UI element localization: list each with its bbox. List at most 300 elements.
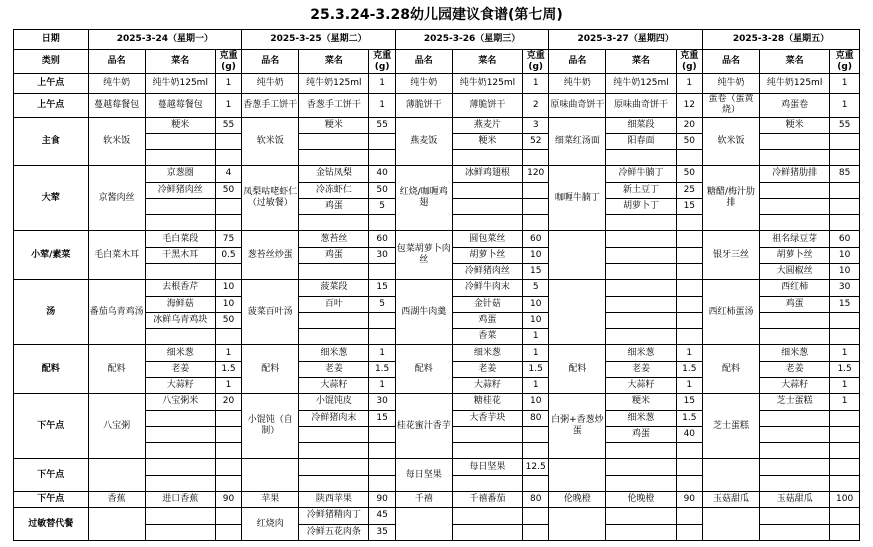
page-title: 25.3.24-3.28幼儿园建议食谱(第七周) [310,7,563,23]
day-header: 2025-3-28（星期五） [702,30,859,50]
ingredient-name: 进口香蕉 [145,491,215,507]
ingredient-name [606,215,676,231]
ingredient-name [452,426,522,442]
ingredient-weight: 20 [215,394,241,410]
column-header-row [14,50,860,73]
ingredient-weight: 100 [830,491,860,507]
ingredient-name [145,264,215,280]
dish-name: 配料 [242,345,299,394]
ingredient-name [299,459,369,475]
ingredient-weight [215,133,241,149]
dish-name: 红烧肉 [242,508,299,541]
ingredient-weight: 12 [676,94,702,117]
dish-name: 苹果 [242,491,299,507]
ingredient-name: 祖名绿豆芽 [760,231,830,247]
table-row [14,345,860,361]
dish-name: 纯牛奶 [88,73,145,93]
ingredient-name: 每日坚果 [452,459,522,475]
ingredient-name: 陕西苹果 [299,491,369,507]
ingredient-name: 鸡蛋 [452,312,522,328]
ingredient-weight [369,312,395,328]
ingredient-name: 细米葱 [452,345,522,361]
ingredient-name: 芝士蛋糕 [760,394,830,410]
ingredient-weight: 0.5 [215,247,241,263]
ingredient-name: 西红柿 [760,280,830,296]
meal-label: 下午点 [14,491,89,507]
ingredient-name [299,150,369,166]
ingredient-weight: 10 [523,247,549,263]
ingredient-name: 葱苔丝 [299,231,369,247]
ingredient-weight: 1 [523,329,549,345]
ingredient-name: 鸡蛋卷 [760,94,830,117]
ingredient-weight: 3 [523,117,549,133]
ingredient-weight [676,231,702,247]
ingredient-weight: 120 [523,166,549,182]
dish-name [242,459,299,492]
ingredient-name: 细菜段 [606,117,676,133]
dish-name: 配料 [88,345,145,394]
ingredient-name: 冷冻虾仁 [299,182,369,198]
ingredient-name: 胡萝卜丝 [760,247,830,263]
dish-name [549,280,606,345]
dish-name [549,508,606,541]
ingredient-weight [676,215,702,231]
ingredient-weight: 1 [676,345,702,361]
ingredient-weight: 1.5 [676,361,702,377]
ingredient-name: 鸡蛋 [299,198,369,214]
dish-name: 配料 [702,345,759,394]
ingredient-name: 细米葱 [299,345,369,361]
ingredient-name [606,443,676,459]
table-row [14,117,860,133]
ingredient-name [452,475,522,491]
ingredient-weight: 1 [676,378,702,394]
ingredient-weight: 1 [369,73,395,93]
dish-name: 纯牛奶 [242,73,299,93]
dish-name: 银牙三丝 [702,231,759,280]
ingredient-name [606,459,676,475]
day-header: 2025-3-25（星期二） [242,30,396,50]
ingredient-weight [676,524,702,540]
ingredient-name: 千禧番茄 [452,491,522,507]
ingredient-weight: 55 [830,117,860,133]
ingredient-weight [523,443,549,459]
dish-name: 香葱手工饼干 [242,94,299,117]
ingredient-name: 细米葱 [145,345,215,361]
ingredient-name [606,329,676,345]
ingredient-name: 大蒜籽 [145,378,215,394]
ingredient-name [760,312,830,328]
ingredient-name [299,475,369,491]
ingredient-name: 伦晚橙 [606,491,676,507]
dish-name: 纯牛奶 [549,73,606,93]
dish-name: 软米饭 [242,117,299,166]
ingredient-name: 冷鲜五花肉条 [299,524,369,540]
ingredient-weight [676,280,702,296]
ingredient-name: 冷鲜猪肋排 [760,166,830,182]
dish-name: 红烧/咖喱鸡翅 [395,166,452,231]
ingredient-weight: 1 [215,94,241,117]
ingredient-weight: 40 [676,426,702,442]
category-label: 类别 [14,50,89,73]
ingredient-name: 冷鲜牛肉末 [452,280,522,296]
ingredient-name [299,264,369,280]
ingredient-name [452,524,522,540]
ingredient-weight: 10 [215,296,241,312]
ingredient-name: 大蒜籽 [452,378,522,394]
dish-name: 软米饭 [88,117,145,166]
ingredient-name: 粳米 [452,133,522,149]
ingredient-name: 纯牛奶125ml [452,73,522,93]
ingredient-name [606,312,676,328]
ingredient-weight: 1 [369,94,395,117]
dish-name [702,508,759,541]
ingredient-name [299,426,369,442]
ingredient-weight: 85 [830,166,860,182]
ingredient-name [145,426,215,442]
ingredient-name: 鸡蛋 [299,247,369,263]
ingredient-weight: 5 [369,198,395,214]
dish-header: 品名 [702,50,759,73]
ingredient-weight: 1 [830,73,860,93]
weight-header: 克重(g) [523,50,549,73]
ingredient-name [145,133,215,149]
ingredient-weight [676,459,702,475]
ingredient-weight: 75 [215,231,241,247]
ingredient-name: 新土豆丁 [606,182,676,198]
dish-name: 菠菜百叶汤 [242,280,299,345]
ingredient-weight [369,475,395,491]
ingredient-name: 八宝粥米 [145,394,215,410]
dish-name: 咖喱牛腩丁 [549,166,606,231]
ingredient-weight: 15 [369,410,395,426]
ingredient-weight [676,296,702,312]
dish-name: 千禧 [395,491,452,507]
ingredient-weight [830,426,860,442]
ingredient-weight: 90 [369,491,395,507]
dish-name: 细菜红汤面 [549,117,606,166]
table-row [14,231,860,247]
table-row [14,491,860,507]
ingredient-weight: 50 [215,312,241,328]
ingredient-weight [215,524,241,540]
ingredient-weight [830,215,860,231]
ingredient-name: 百叶 [299,296,369,312]
meal-label: 主食 [14,117,89,166]
dish-name: 软米饭 [702,117,759,166]
ingredient-name: 冰鲜鸡翅根 [452,166,522,182]
ingredient-weight: 5 [523,280,549,296]
ingredient-name [606,508,676,524]
ingredient-name [452,508,522,524]
dish-name: 配料 [549,345,606,394]
ingredient-weight: 10 [523,394,549,410]
ingredient-name: 干黑木耳 [145,247,215,263]
ingredient-name: 香葱手工饼干 [299,94,369,117]
table-row [14,280,860,296]
ingredient-name [760,133,830,149]
ingredient-name [299,443,369,459]
ingredient-weight: 10 [830,247,860,263]
ingredient-weight: 1.5 [523,361,549,377]
ingredient-name [606,475,676,491]
ingredient-weight: 1 [830,378,860,394]
ingredient-name [145,443,215,459]
ingredient-weight [830,182,860,198]
dish-name: 白粥+香葱炒蛋 [549,394,606,459]
ingredient-name: 纯牛奶125ml [606,73,676,93]
dish-name: 小馄饨（自制） [242,394,299,459]
ingredient-name: 粳米 [145,117,215,133]
ingredient-weight: 1 [676,73,702,93]
dish-name: 西红柿蛋汤 [702,280,759,345]
ingredient-name [760,459,830,475]
ingredient-weight [369,459,395,475]
ingredient-weight: 90 [676,491,702,507]
ingredient-weight [215,426,241,442]
ingredient-name: 原味曲奇饼干 [606,94,676,117]
ingredient-name: 纯牛奶125ml [145,73,215,93]
ingredient-name: 毛白菜段 [145,231,215,247]
ingredient-name: 老姜 [606,361,676,377]
ingredient-name: 冷鲜牛腩丁 [606,166,676,182]
ingredient-weight: 1 [215,378,241,394]
dish-name: 配料 [395,345,452,394]
date-label: 日期 [14,30,89,50]
ingredient-weight [523,426,549,442]
table-row [14,394,860,410]
ingredient-weight: 20 [676,117,702,133]
ingredient-name [452,182,522,198]
ingredient-name [452,150,522,166]
ingredient-name: 胡萝卜丝 [452,247,522,263]
ingredient-name [606,264,676,280]
ingredient-name: 圆包菜丝 [452,231,522,247]
ingredient-weight: 80 [523,491,549,507]
ingredient-name [145,475,215,491]
ingredient-weight: 50 [676,166,702,182]
meal-label: 下午点 [14,459,89,492]
ingredient-name [145,508,215,524]
ingredient-name [606,296,676,312]
ingredient-header: 菜名 [760,50,830,73]
ingredient-weight: 15 [830,296,860,312]
dish-name: 京酱肉丝 [88,166,145,231]
ingredient-weight [830,443,860,459]
ingredient-weight [830,475,860,491]
ingredient-weight: 50 [676,133,702,149]
ingredient-name [760,426,830,442]
dish-name [549,459,606,492]
table-row [14,459,860,475]
ingredient-weight [676,312,702,328]
ingredient-weight [676,443,702,459]
meal-label: 下午点 [14,394,89,459]
ingredient-name [760,443,830,459]
ingredient-weight [676,508,702,524]
ingredient-name: 冷鲜猪精肉丁 [299,508,369,524]
ingredient-name [145,459,215,475]
ingredient-weight [523,508,549,524]
ingredient-weight [369,426,395,442]
meal-label: 汤 [14,280,89,345]
ingredient-weight: 5 [369,296,395,312]
ingredient-weight [369,443,395,459]
ingredient-name: 细米葱 [760,345,830,361]
dish-name: 葱苔丝炒蛋 [242,231,299,280]
ingredient-weight [369,150,395,166]
ingredient-name: 大蒜籽 [606,378,676,394]
ingredient-weight [830,312,860,328]
ingredient-weight [676,150,702,166]
ingredient-weight [830,410,860,426]
day-header: 2025-3-24（星期一） [88,30,242,50]
ingredient-name: 香菜 [452,329,522,345]
ingredient-weight [523,215,549,231]
dish-name: 燕麦饭 [395,117,452,166]
ingredient-name [145,410,215,426]
dish-header: 品名 [549,50,606,73]
ingredient-name: 冷鲜猪肉末 [299,410,369,426]
ingredient-weight: 1.5 [830,361,860,377]
ingredient-name [299,133,369,149]
ingredient-weight [676,475,702,491]
dish-name: 香蕉 [88,491,145,507]
dish-name: 番茄乌青鸡汤 [88,280,145,345]
ingredient-weight [830,198,860,214]
ingredient-name: 鸡蛋 [760,296,830,312]
ingredient-name: 粳米 [299,117,369,133]
ingredient-name [606,280,676,296]
dish-name: 凤梨咕咾虾仁（过敏餐） [242,166,299,231]
ingredient-name: 冷鲜猪肉丝 [452,264,522,280]
ingredient-name [452,215,522,231]
ingredient-weight: 1 [830,345,860,361]
ingredient-header: 菜名 [145,50,215,73]
ingredient-weight: 50 [369,182,395,198]
ingredient-name: 金钻凤梨 [299,166,369,182]
meal-label: 上午点 [14,94,89,117]
ingredient-weight: 1.5 [676,410,702,426]
ingredient-name [760,524,830,540]
ingredient-weight [523,198,549,214]
ingredient-weight: 10 [523,296,549,312]
ingredient-weight [215,459,241,475]
ingredient-weight: 30 [369,247,395,263]
ingredient-name [606,524,676,540]
ingredient-weight: 1 [830,94,860,117]
day-header: 2025-3-26（星期三） [395,30,549,50]
ingredient-weight: 1 [523,73,549,93]
ingredient-weight: 15 [369,280,395,296]
ingredient-name [606,231,676,247]
ingredient-name [145,524,215,540]
ingredient-weight: 10 [830,264,860,280]
dish-name [88,508,145,541]
ingredient-header: 菜名 [299,50,369,73]
ingredient-name [452,198,522,214]
ingredient-weight: 45 [369,508,395,524]
dish-name: 玉菇甜瓜 [702,491,759,507]
ingredient-name [299,215,369,231]
ingredient-name: 冰鲜乌青鸡块 [145,312,215,328]
ingredient-weight [830,133,860,149]
ingredient-weight [369,133,395,149]
ingredient-weight [830,508,860,524]
ingredient-name: 纯牛奶125ml [299,73,369,93]
ingredient-weight [369,264,395,280]
weight-header: 克重(g) [369,50,395,73]
dish-name: 纯牛奶 [395,73,452,93]
ingredient-name: 老姜 [760,361,830,377]
ingredient-name [145,329,215,345]
ingredient-name: 细米葱 [606,410,676,426]
ingredient-weight [215,198,241,214]
ingredient-weight: 2 [523,94,549,117]
dish-name [88,459,145,492]
dish-name: 桂花蜜汁香芋 [395,394,452,459]
ingredient-name: 粳米 [760,117,830,133]
ingredient-name [299,312,369,328]
ingredient-name: 细米葱 [606,345,676,361]
ingredient-weight: 30 [830,280,860,296]
ingredient-weight [830,524,860,540]
ingredient-weight: 80 [523,410,549,426]
ingredient-weight: 35 [369,524,395,540]
ingredient-weight: 52 [523,133,549,149]
ingredient-name [760,215,830,231]
date-row [14,30,860,50]
ingredient-name: 海鲜菇 [145,296,215,312]
dish-name: 蛋卷（蛋黄烧） [702,94,759,117]
ingredient-name: 京葱圈 [145,166,215,182]
ingredient-weight: 60 [369,231,395,247]
dish-name: 每日坚果 [395,459,452,492]
ingredient-name: 大香芋块 [452,410,522,426]
ingredient-weight [215,329,241,345]
ingredient-weight: 1 [830,394,860,410]
ingredient-name: 大圆椒丝 [760,264,830,280]
dish-header: 品名 [395,50,452,73]
ingredient-name [606,150,676,166]
dish-name: 原味曲奇饼干 [549,94,606,117]
ingredient-name [145,150,215,166]
ingredient-name: 鸡蛋 [606,426,676,442]
ingredient-name: 薄脆饼干 [452,94,522,117]
ingredient-weight: 15 [523,264,549,280]
ingredient-name [760,475,830,491]
ingredient-name [760,198,830,214]
ingredient-name: 胡萝卜丁 [606,198,676,214]
ingredient-weight [830,459,860,475]
ingredient-weight [676,247,702,263]
ingredient-weight: 55 [215,117,241,133]
ingredient-name [760,508,830,524]
ingredient-weight: 60 [830,231,860,247]
weight-header: 克重(g) [676,50,702,73]
ingredient-weight [676,329,702,345]
ingredient-name [145,215,215,231]
ingredient-weight: 4 [215,166,241,182]
ingredient-name: 纯牛奶125ml [760,73,830,93]
ingredient-weight: 60 [523,231,549,247]
ingredient-name: 冷鲜猪肉丝 [145,182,215,198]
ingredient-weight [215,443,241,459]
ingredient-weight: 15 [676,394,702,410]
ingredient-weight [523,182,549,198]
ingredient-weight: 10 [215,280,241,296]
ingredient-weight [830,150,860,166]
